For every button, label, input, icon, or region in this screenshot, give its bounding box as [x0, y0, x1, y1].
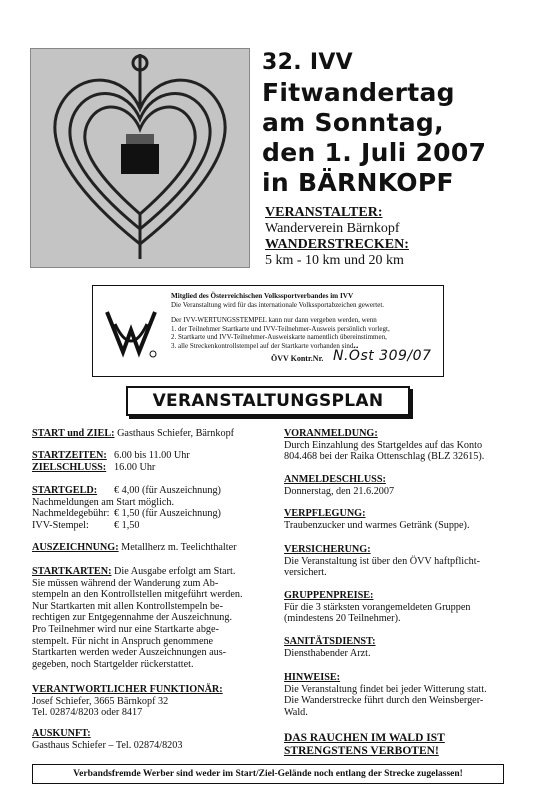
- hinweise-line-2: Die Wanderstrecke führt durch den Weinsberger-: [284, 695, 484, 707]
- verpflegung-value: Traubenzucker und warmes Getränk (Suppe).: [284, 519, 470, 531]
- startkarten-line-6: stempelt. Für nicht in Anspruch genommene: [32, 635, 214, 647]
- anmeldeschluss-block: [284, 474, 520, 497]
- ivv-info-box: [92, 285, 444, 377]
- funktionaer-line-2: Tel. 02874/8203 oder 8417: [32, 707, 143, 719]
- kontr-nr-value: N.Öst 309/07: [333, 348, 432, 364]
- rauchen-line-1: DAS RAUCHEN IM WALD IST: [284, 732, 445, 744]
- kontr-nr-label: ÖVV Kontr.Nr.: [271, 354, 324, 363]
- ivv-stempel-value: € 1,50: [114, 519, 140, 531]
- ivv-line-2: Die Veranstaltung wird für das internationale Volkssportabzeichen gewertet.: [171, 300, 385, 309]
- ivv-logo-icon: [101, 300, 161, 360]
- nachmeldung-text: Nachmeldungen am Start möglich.: [32, 496, 175, 508]
- versicherung-block: [284, 544, 520, 579]
- verpflegung-block: [284, 508, 520, 531]
- veranstalter-value: Wanderverein Bärnkopf: [265, 221, 400, 236]
- veranstalter-label: VERANSTALTER:: [265, 205, 383, 220]
- rauchen-line-2: STRENGSTENS VERBOTEN!: [284, 745, 439, 757]
- voranmeldung-block: [284, 428, 520, 463]
- hinweise-block: [284, 672, 520, 718]
- zielschluss-label: ZIELSCHLUSS:: [32, 461, 107, 473]
- startkarten-line-3: Nur Startkarten mit allen Kontrollstempeln be-: [32, 600, 223, 612]
- startgeld-value: € 4,00 (für Auszeichnung): [114, 485, 221, 496]
- startkarten-line-2: stempeln an den Kontrollstellen mitgeführt werden.: [32, 589, 243, 601]
- left-column: [32, 428, 272, 440]
- footer-notice: Verbandsfremde Werber sind weder im Start/Ziel-Gelände noch entlang der Strecke zugelassen!: [32, 764, 504, 784]
- funktionaer-line-1: Josef Schiefer, 3665 Bärnkopf 32: [32, 695, 169, 707]
- versicherung-line-2: versichert.: [284, 567, 327, 579]
- startgeld-label: STARTGELD:: [32, 485, 98, 496]
- sanitaet-value: Diensthabender Arzt.: [284, 647, 371, 659]
- nachmeldegebuehr-label: Nachmeldegebühr:: [32, 508, 110, 520]
- verpflegung-label: VERPFLEGUNG:: [284, 508, 366, 519]
- stempel-line-4: 3. alle Streckenkontrollstempel auf der Startkarte vorhanden sind.: [171, 341, 356, 350]
- stempel-line-3: 2. Startkarte und IVV-Teilnehmer-Ausweiskarte namentlich übereinstimmen,: [171, 333, 387, 341]
- auszeichnung-value: Metallherz m. Teelichthalter: [118, 542, 237, 553]
- anmeldeschluss-label: ANMELDESCHLUSS:: [284, 474, 386, 485]
- anmeldeschluss-value: Donnerstag, den 21.6.2007: [284, 485, 395, 497]
- title-line-2: Fitwandertag: [262, 78, 455, 107]
- wanderstrecken-value: 5 km - 10 km und 20 km: [265, 253, 404, 268]
- zielschluss-value: 16.00 Uhr: [114, 461, 156, 473]
- auskunft-value: Gasthaus Schiefer – Tel. 02874/8203: [32, 739, 183, 751]
- voranmeldung-line-2: 804.468 bei der Raika Ottenschlag (BLZ 32615).: [284, 451, 485, 463]
- startkarten-label: STARTKARTEN:: [32, 566, 112, 577]
- hinweise-line-1: Die Veranstaltung findet bei jeder Witterung statt.: [284, 683, 487, 695]
- hinweise-line-3: Wald.: [284, 706, 308, 718]
- start-value: Gasthaus Schiefer, Bärnkopf: [114, 428, 235, 439]
- hinweise-label: HINWEISE:: [284, 672, 341, 683]
- startzeiten-label: STARTZEITEN:: [32, 450, 107, 461]
- voranmeldung-label: VORANMELDUNG:: [284, 428, 378, 439]
- funktionaer-block: [32, 684, 272, 719]
- metal-heart-photo: [30, 48, 250, 268]
- startkarten-line-8: gegeben, noch Startgelder rückerstattet.: [32, 658, 194, 670]
- times-block: [32, 450, 272, 473]
- title-line-4: den 1. Juli 2007: [262, 138, 487, 167]
- startkarten-line-7: Startkarten werden weder Auszeichnungen aus-: [32, 647, 227, 659]
- startkarten-line-0: Die Ausgabe erfolgt am Start.: [111, 566, 236, 577]
- startzeiten-value: 6.00 bis 11.00 Uhr: [114, 450, 190, 461]
- title-line-1: 32. IVV: [262, 50, 353, 75]
- ivv-stamp-text: [171, 316, 439, 350]
- title-line-3: am Sonntag,: [262, 108, 444, 137]
- stempel-line-2: 1. der Teilnehmer Startkarte und IVV-Teilnehmer-Ausweis persönlich vorlegt,: [171, 324, 390, 333]
- auszeichnung-block: [32, 542, 272, 554]
- voranmeldung-line-1: Durch Einzahlung des Startgeldes auf das Konto: [284, 439, 483, 451]
- organizer-block: [265, 205, 525, 269]
- title-line-5: in BÄRNKOPF: [262, 168, 454, 197]
- gruppenpreise-line-1: Für die 3 stärksten vorangemeldeten Gruppen: [284, 601, 471, 613]
- startkarten-line-5: Pro Teilnehmer wird nur eine Startkarte abge-: [32, 623, 219, 635]
- heart-lantern-icon: [31, 49, 249, 267]
- plan-banner: VERANSTALTUNGSPLAN: [126, 386, 410, 416]
- versicherung-label: VERSICHERUNG:: [284, 544, 371, 555]
- event-title: [262, 48, 530, 198]
- auskunft-label: AUSKUNFT:: [32, 728, 91, 739]
- start-label: START und ZIEL:: [32, 428, 115, 439]
- gruppenpreise-line-2: (mindestens 20 Teilnehmer).: [284, 613, 401, 625]
- versicherung-line-1: Die Veranstaltung ist über den ÖVV haftpflicht-: [284, 555, 480, 567]
- ivv-stempel-label: IVV-Stempel:: [32, 519, 89, 531]
- startkarten-line-1: Sie müssen während der Wanderung zum Ab-: [32, 577, 219, 589]
- funktionaer-label: VERANTWORTLICHER FUNKTIONÄR:: [32, 684, 223, 695]
- ivv-line-1: Mitglied des Österreichischen Volkssportverbandes im IVV: [171, 292, 354, 300]
- nachmeldegebuehr-value: € 1,50 (für Auszeichnung): [114, 508, 221, 520]
- gruppenpreise-label: GRUPPENPREISE:: [284, 590, 374, 601]
- stempel-line-1: Der IVV-WERTUNGSSTEMPEL kann nur dann vergeben werden, wenn: [171, 316, 377, 324]
- startkarten-block: [32, 566, 272, 670]
- sanitaet-label: SANITÄTSDIENST:: [284, 636, 376, 647]
- auszeichnung-label: AUSZEICHNUNG:: [32, 542, 119, 553]
- wanderstrecken-label: WANDERSTRECKEN:: [265, 237, 409, 252]
- startgeld-block: [32, 485, 272, 531]
- ivv-membership-text: [171, 292, 439, 309]
- sanitaet-block: [284, 636, 520, 659]
- startkarten-line-4: rechtigen zur Entgegennahme der Auszeichnung.: [32, 612, 232, 624]
- gruppenpreise-block: [284, 590, 520, 625]
- auskunft-block: [32, 728, 272, 751]
- no-smoking-notice: [284, 732, 504, 758]
